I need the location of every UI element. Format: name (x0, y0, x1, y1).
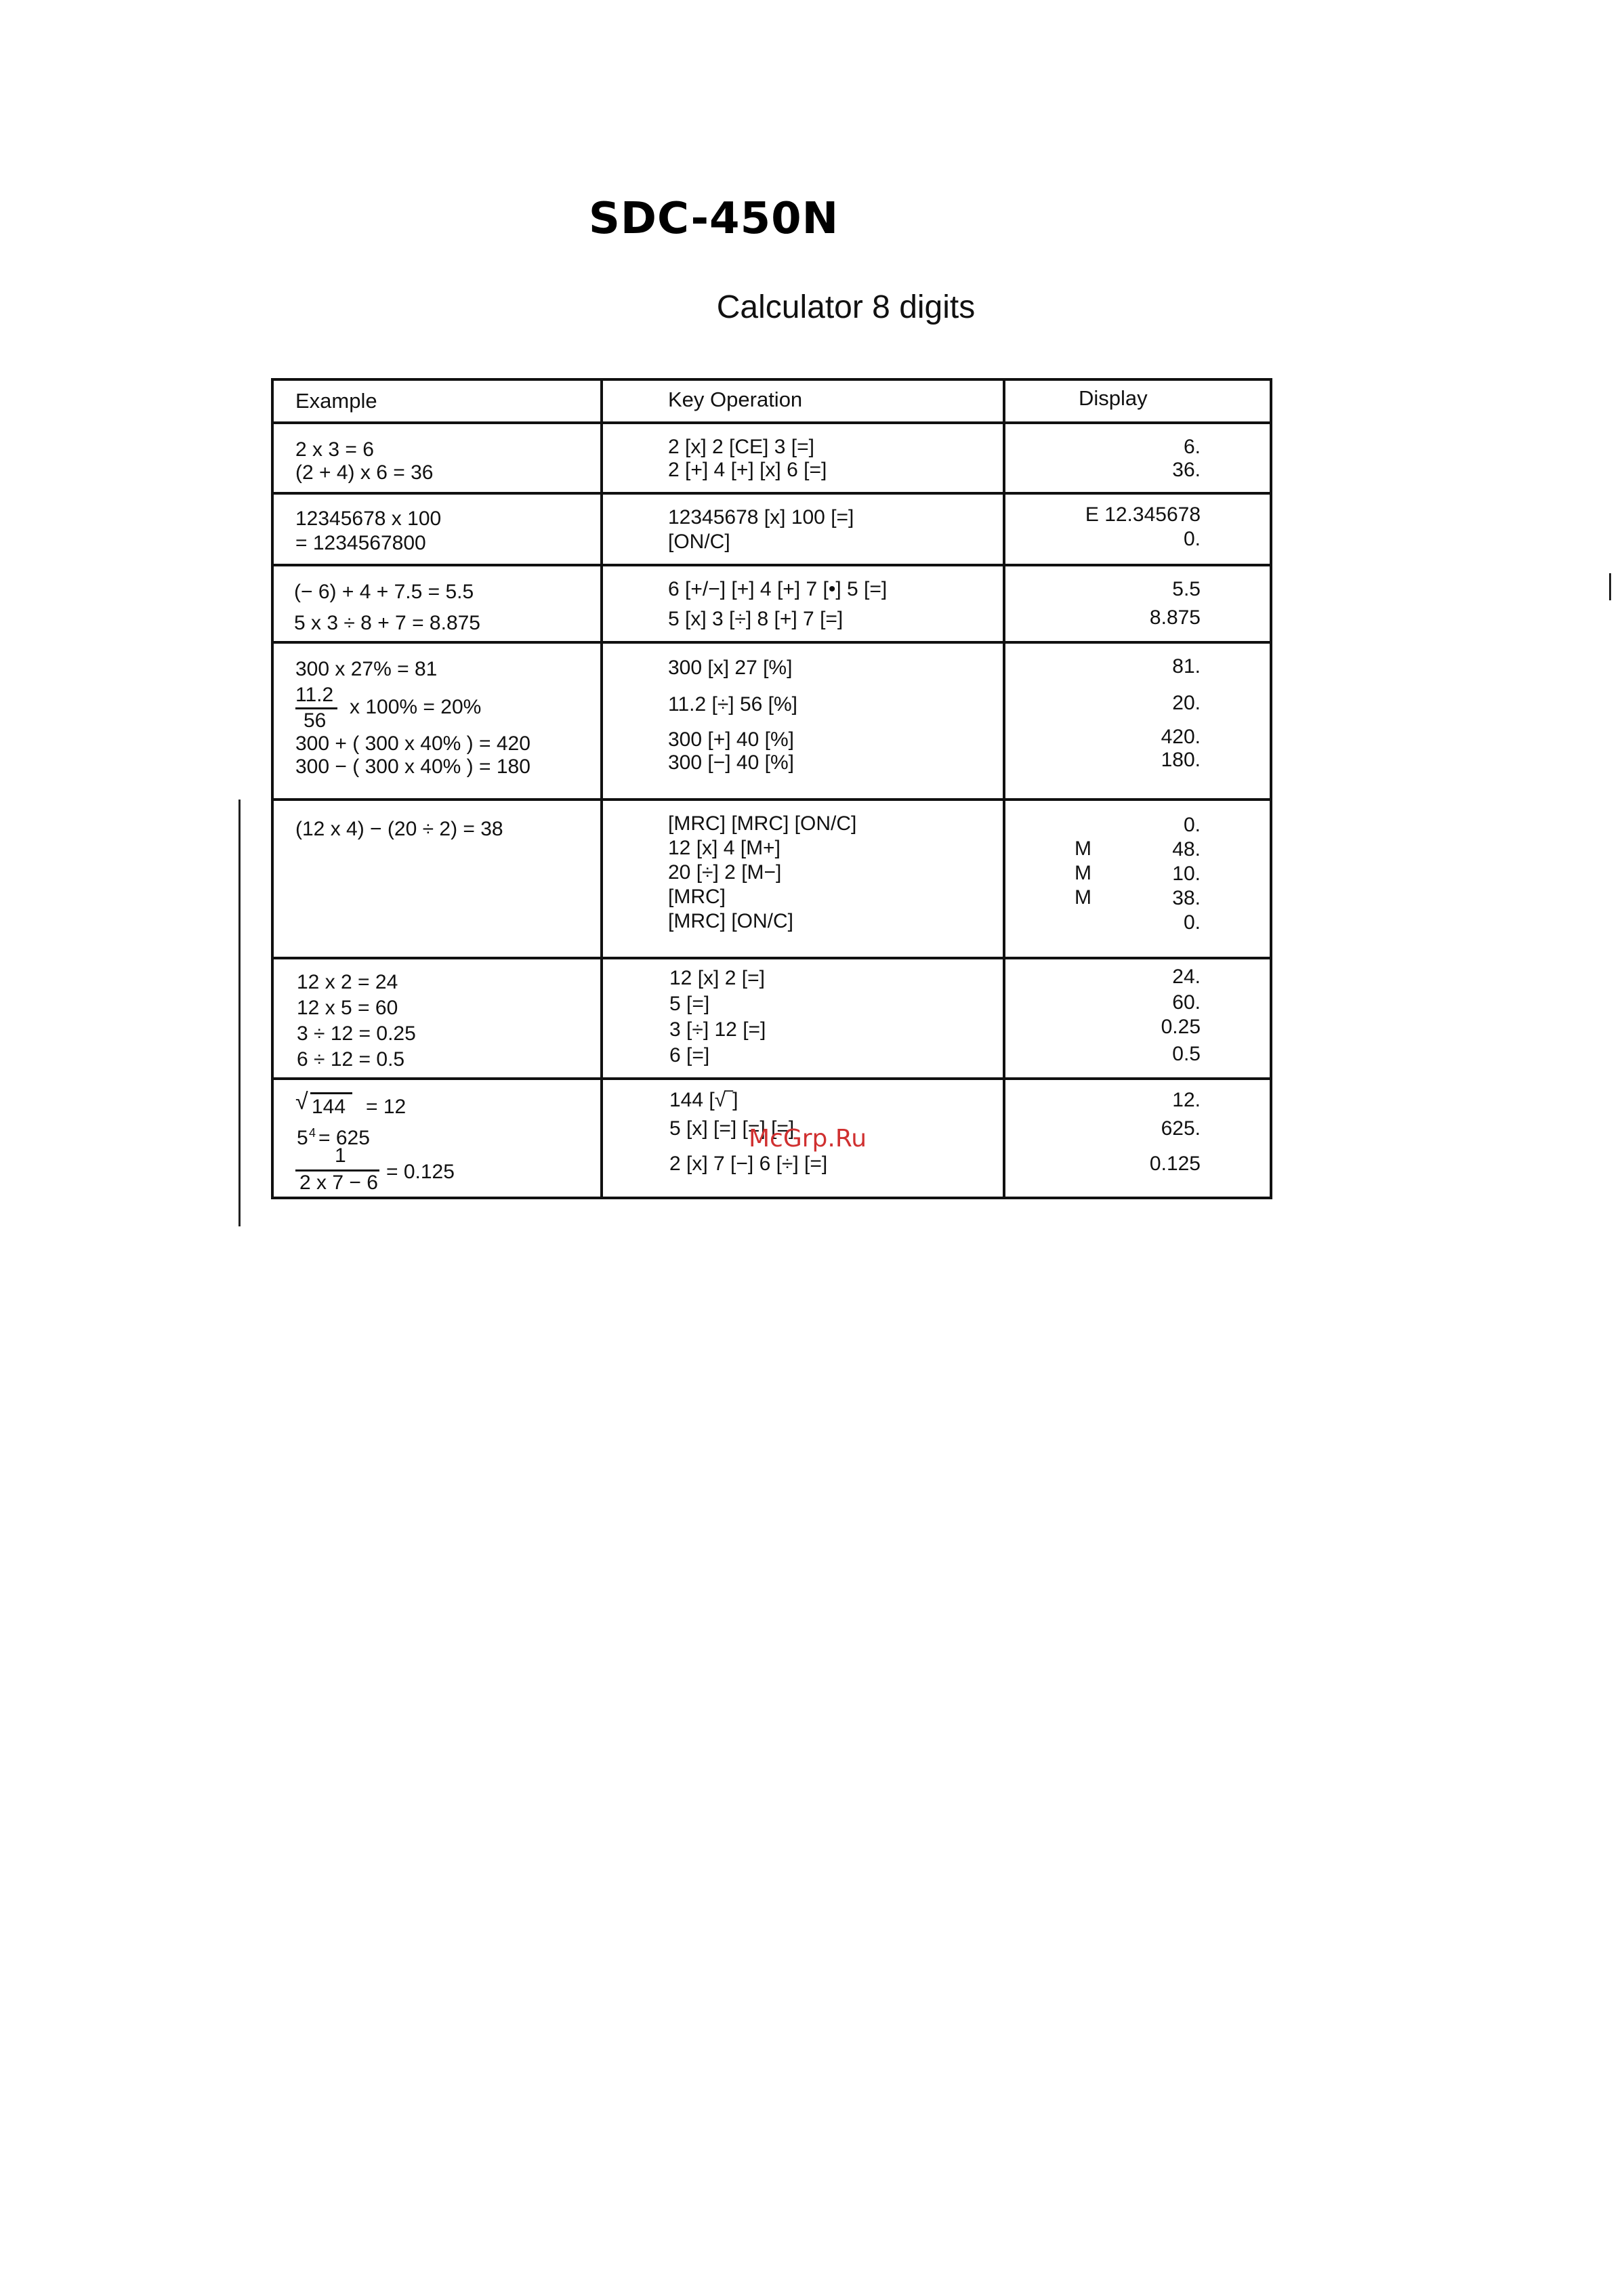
key-line: 2 [x] 2 [CE] 3 [=] (668, 436, 814, 458)
key-line: 144 [√‾] (669, 1089, 738, 1111)
document-subtitle: Calculator 8 digits (716, 289, 976, 325)
example-line: = 0.125 (386, 1161, 455, 1183)
header-display: Display (1079, 386, 1148, 410)
example-line: x 100% = 20% (350, 696, 482, 718)
key-line: 3 [÷] 12 [=] (669, 1018, 766, 1041)
operation-examples-table (271, 378, 1272, 1199)
table-rule (271, 378, 1272, 381)
table-rule (600, 378, 603, 1199)
example-line: (− 6) + 4 + 7.5 = 5.5 (294, 581, 474, 603)
table-rule (271, 798, 1272, 801)
fraction-denominator: 2 x 7 − 6 (299, 1172, 378, 1194)
scan-margin-line (1609, 573, 1611, 600)
key-line: [ON/C] (668, 531, 730, 553)
example-line: 12 x 5 = 60 (297, 997, 398, 1019)
example-cell (295, 1090, 594, 1198)
scan-margin-line (238, 800, 241, 1226)
sqrt-overline (310, 1092, 352, 1094)
table-rule (271, 378, 274, 1199)
display-value: 38. (1172, 887, 1201, 909)
example-cell (295, 657, 594, 793)
display-value: 12. (1172, 1089, 1201, 1111)
key-operation-cell (669, 966, 995, 1075)
display-value: 0.125 (1149, 1153, 1201, 1175)
key-line: [MRC] [MRC] [ON/C] (668, 812, 857, 835)
key-line: 6 [+/−] [+] 4 [+] 7 [•] 5 [=] (668, 578, 888, 600)
display-value: 0.25 (1161, 1016, 1201, 1038)
memory-indicator: M (1075, 837, 1091, 860)
power-base: 5 (297, 1127, 308, 1149)
display-cell (1009, 655, 1201, 790)
fraction-numerator: 11.2 (295, 684, 334, 706)
display-value: 36. (1172, 459, 1201, 481)
key-line: 2 [x] 7 [−] 6 [÷] [=] (669, 1153, 828, 1175)
example-line: 5 x 3 ÷ 8 + 7 = 8.875 (294, 612, 480, 634)
fraction-denominator: 56 (304, 709, 327, 732)
key-line: 300 [−] 40 [%] (668, 751, 794, 774)
example-line: 12345678 x 100 (295, 507, 442, 530)
example-line: 12 x 2 = 24 (297, 971, 398, 993)
example-line: (12 x 4) − (20 ÷ 2) = 38 (295, 818, 503, 840)
example-line: = 1234567800 (295, 532, 426, 554)
key-line: 5 [x] [=] [=] [=] (669, 1117, 795, 1140)
display-value: 10. (1172, 863, 1201, 885)
key-line: 6 [=] (669, 1044, 710, 1066)
display-value: 0. (1183, 911, 1201, 934)
example-cell (294, 580, 592, 641)
example-line: = 12 (366, 1096, 407, 1118)
key-operation-cell (668, 656, 993, 791)
display-value: 180. (1161, 749, 1201, 771)
table-rule (271, 492, 1272, 495)
display-value: 6. (1183, 436, 1201, 458)
example-cell (295, 438, 594, 492)
display-cell (1009, 435, 1201, 489)
example-line: 3 ÷ 12 = 0.25 (297, 1022, 416, 1045)
key-line: [MRC] [ON/C] (668, 910, 793, 932)
display-value: 5.5 (1172, 578, 1201, 600)
example-cell (295, 817, 594, 858)
example-line: 6 ÷ 12 = 0.5 (297, 1048, 405, 1071)
display-cell (1009, 813, 1201, 942)
table-rule (271, 421, 1272, 424)
header-key-operation: Key Operation (668, 388, 803, 411)
display-value: 420. (1161, 726, 1201, 748)
display-value: 24. (1172, 966, 1201, 988)
display-cell (1009, 1088, 1201, 1197)
key-operation-cell (668, 577, 993, 638)
sqrt-sign: √ (295, 1089, 308, 1115)
example-line: = 625 (318, 1127, 370, 1149)
table-rule (271, 641, 1272, 644)
table-rule (271, 564, 1272, 566)
memory-indicator: M (1075, 886, 1091, 909)
example-line: 2 x 3 = 6 (295, 438, 374, 461)
key-line: 12 [x] 4 [M+] (668, 837, 780, 859)
display-cell (1009, 503, 1201, 557)
key-operation-cell (668, 505, 993, 560)
example-line: 300 − ( 300 x 40% ) = 180 (295, 755, 530, 778)
key-line: 11.2 [÷] 56 [%] (668, 693, 798, 716)
table-rule (1270, 378, 1272, 1199)
table-rule (1003, 378, 1005, 1199)
key-line: 12345678 [x] 100 [=] (668, 506, 854, 528)
key-line: 20 [÷] 2 [M−] (668, 861, 782, 884)
sqrt-radicand: 144 (312, 1096, 346, 1118)
display-cell (1009, 965, 1201, 1073)
display-value: 60. (1172, 991, 1201, 1014)
example-line: 300 x 27% = 81 (295, 658, 438, 680)
fraction-numerator: 1 (335, 1144, 346, 1167)
power-exponent: 4 (309, 1126, 316, 1140)
watermark: McGrp.Ru (749, 1125, 867, 1153)
display-value: 8.875 (1149, 606, 1201, 629)
display-value: 48. (1172, 838, 1201, 861)
example-line: (2 + 4) x 6 = 36 (295, 461, 434, 484)
display-value: 0. (1183, 814, 1201, 836)
key-line: 12 [x] 2 [=] (669, 967, 765, 989)
display-value: 0. (1183, 528, 1201, 550)
key-line: 2 [+] 4 [+] [x] 6 [=] (668, 459, 827, 481)
key-line: 300 [x] 27 [%] (668, 657, 793, 679)
key-line: [MRC] (668, 886, 726, 908)
table-rule (271, 957, 1272, 959)
display-value: 625. (1161, 1117, 1201, 1140)
display-cell (1009, 577, 1201, 638)
display-value: 20. (1172, 692, 1201, 714)
key-operation-cell (668, 435, 993, 489)
key-operation-cell (668, 812, 993, 940)
example-cell (297, 970, 595, 1079)
key-line: 5 [=] (669, 993, 710, 1015)
display-value: E 12.345678 (1085, 503, 1201, 526)
key-line: 300 [+] 40 [%] (668, 728, 794, 751)
key-line: 5 [x] 3 [÷] 8 [+] 7 [=] (668, 608, 844, 630)
display-value: 81. (1172, 655, 1201, 678)
example-line: 300 + ( 300 x 40% ) = 420 (295, 732, 530, 755)
document-title: SDC-450N (588, 194, 839, 244)
memory-indicator: M (1075, 862, 1091, 884)
display-value: 0.5 (1172, 1043, 1201, 1065)
header-example: Example (295, 389, 377, 413)
example-cell (295, 507, 594, 561)
